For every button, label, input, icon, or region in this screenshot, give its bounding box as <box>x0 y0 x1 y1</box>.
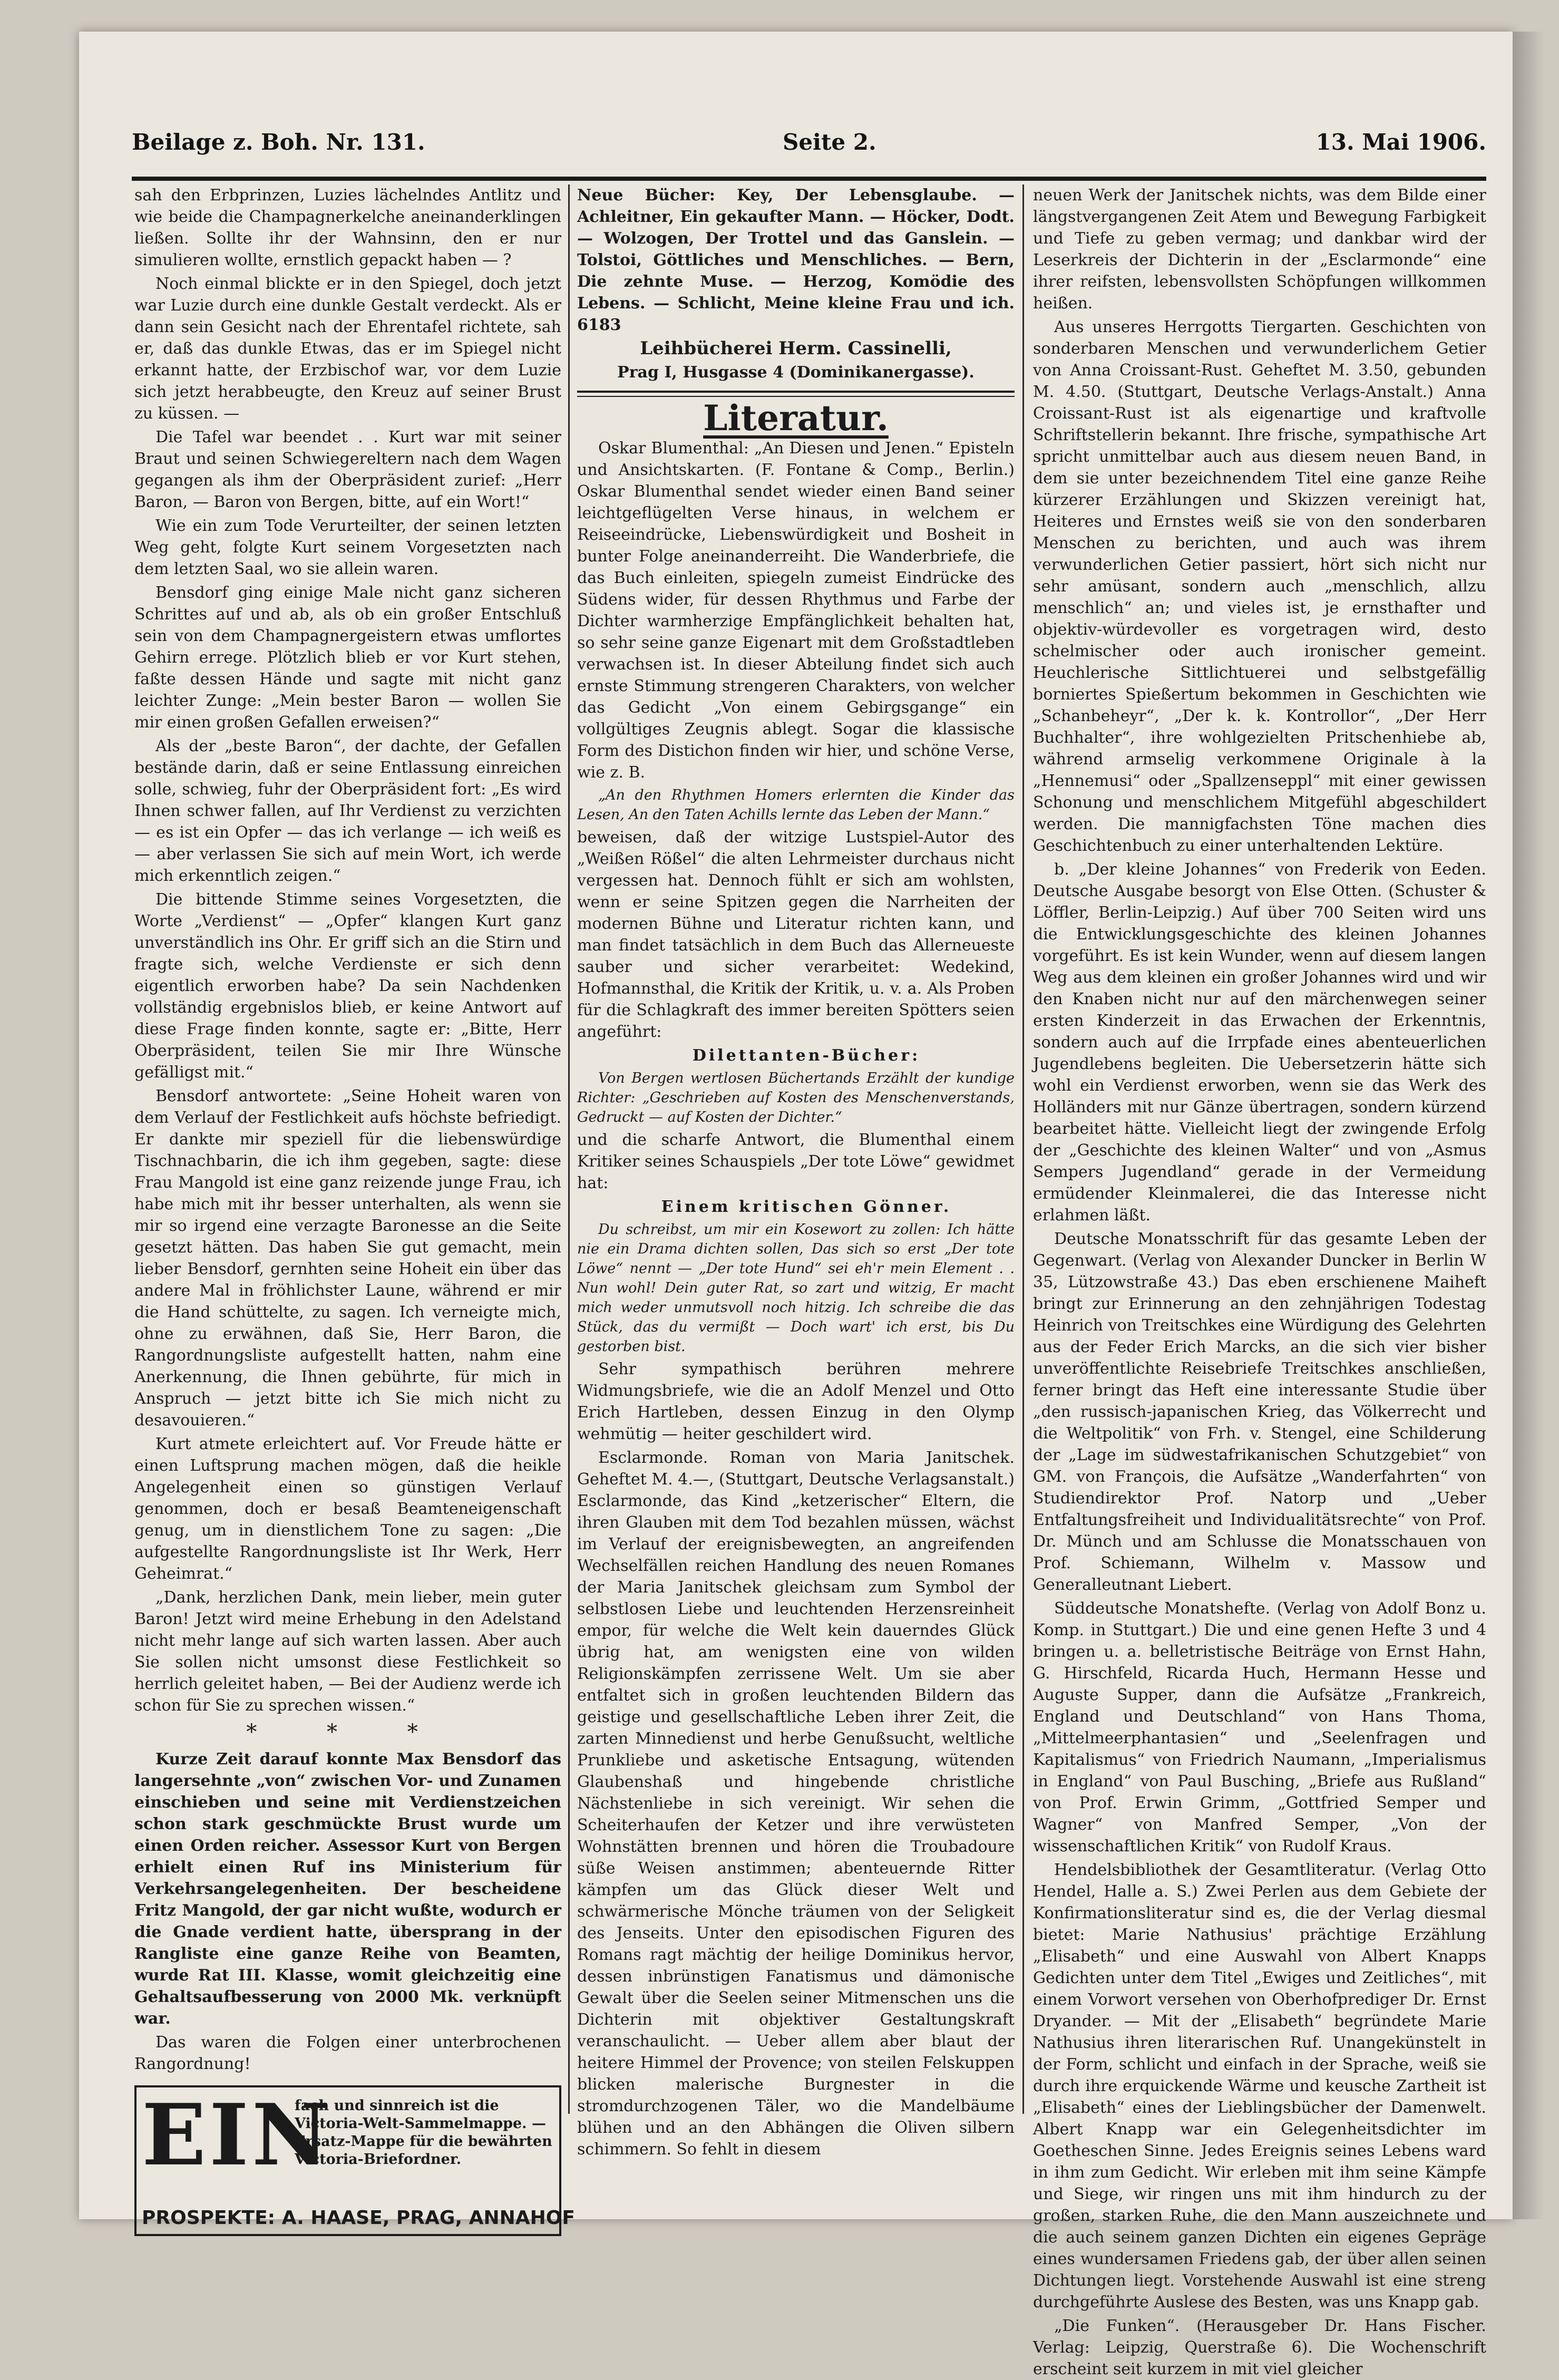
library-name: Leihbücherei Herm. Cassinelli, <box>640 338 952 359</box>
paragraph: Noch einmal blickte er in den Spiegel, doch jetzt war Luzie durch eine dunkle Gestalt verdeckt. Als er dann sein Gesicht nach der Ehrentafel richtete, sah er, daß das dunkle Etwas, das er im Spiegel nicht erkannt hatte, der Erzbischof war, vor dem Luzie sich jetzt herabbeugte, den Kreuz auf seiner Brust zu küssen. — <box>134 275 561 423</box>
header-center: Seite 2. <box>783 129 876 155</box>
section-title: Literatur. <box>703 397 889 439</box>
paragraph: beweisen, daß der witzige Lustspiel-Autor des „Weißen Rößel“ die alten Lehrmeister durchaus nicht vergessen hat. Dennoch fühlt er sich am wohlsten, wenn er seine Spitzen gegen die Narrheiten der modernen Bühne und Literatur richten kann, und man findet tatsächlich in dem Buch das Allerneueste sauber und sicher verarbeitet: Wedekind, Hofmannsthal, die Kritik der Kritik, u. v. a. Als Proben für die Schlagkraft des immer bereiten Spötters seien angeführt: <box>577 828 1015 1041</box>
paragraph: neuen Werk der Janitschek nichts, was dem Bilde einer längstvergangenen Zeit Atem und Bewegung Farbigkeit und Tiefe zu geben vermag; und dankbar wird der Leserkreis der Dichterin in der „Esclarmonde“ eine ihrer reifsten, lebensvollsten Schöpfungen willkommen heißen. <box>1033 186 1486 313</box>
verse-heading: Einem kritischen Gönner. <box>661 1198 952 1216</box>
paragraph: Süddeutsche Monatshefte. (Verlag von Adolf Bonz u. Komp. in Stuttgart.) Die und eine genen Hefte 3 und 4 bringen u. a. belletristische Beiträge von Ernst Hahn, G. Hirschfeld, Ricarda Huch, Hermann Hesse und Auguste Supper, dann die Aufsätze „Frankreich, England und Deutschland“ von Hans Thoma, „Mittelmeerphantasien“ und „Seelenfragen und Kapitalismus“ von Friedrich Naumann, „Imperialismus in England“ von Paul Busching, „Briefe aus Rußland“ von Prof. Erwin Grimm, „Gottfried Semper und Wagner“ von Manfred Semper, „Von der wissenschaftlichen Kritik“ von Rudolf Kraus. <box>1033 1599 1486 1856</box>
paragraph: Sehr sympathisch berühren mehrere Widmungsbriefe, wie die an Adolf Menzel und Otto Erich Hartleben, dessen Einzug in den Olymp wehmütig — heiter geschildert wird. <box>577 1360 1015 1443</box>
ad-text: fach und sinnreich ist die Victoria-Welt-Sammelmappe. — Ersatz-Mappe für die bewährten Victoria-Briefordner. <box>295 2097 552 2168</box>
paragraph: Wie ein zum Tode Verurteilter, der seinen letzten Weg geht, folgte Kurt seinem Vorgesetzten nach dem letzten Saal, wo sie allein waren. <box>134 517 561 578</box>
paragraph: Die Tafel war beendet . . Kurt war mit seiner Braut und seinen Schwiegereltern nach dem Wagen gegangen als ihm der Oberpräsident zurief: „Herr Baron, — Baron von Bergen, bitte, auf ein Wort!“ <box>134 428 561 511</box>
paragraph: Hendelsbibliothek der Gesamtliteratur. (Verlag Otto Hendel, Halle a. S.) Zwei Perlen aus dem Gebiete der Konfirmationsliteratur sind es, die der Verlag diesmal bietet: Marie Nathusius' prächtige Erzählung „Elisabeth“ und eine Auswahl von Albert Knapps Gedichten unter dem Titel „Ewiges und Zeitliches“, mit einem Vorwort versehen von Oberhofprediger Dr. Ernst Dryander. — Mit der „Elisabeth“ begründete Marie Nathusius ihren literarischen Ruf. Unangekünstelt in der Form, schlicht und einfach in der Sprache, weiß sie durch ihre erquickende Wärme und keusche Zartheit ist „Elisabeth“ eines der Lieblingsbücher der Damenwelt. Albert Knapp war ein Gelegenheitsdichter im Goetheschen Sinne. Jedes Ereignis seines Lebens ward in ihm zum Gedicht. Wir erleben mit ihm seine Kämpfe und Siege, wir ringen uns mit ihm hindurch zu der großen, starken Ruhe, die den Mann auszeichnete und die auch seinem ganzen Dichten ein eigenes Gepräge eines wundersamen Friedens gab, der über allen seinen Dichtungen liegt. Vorstehende Auswahl ist eine streng durchgeführte Auslese des Besten, was uns Knapp gab. <box>1033 1861 1486 2311</box>
page-header <box>132 129 1486 177</box>
header-rule <box>132 177 1486 181</box>
paragraph: Bensdorf antwortete: „Seine Hoheit waren von dem Verlauf der Festlichkeit aufs höchste befriedigt. Er dankte mir speziell für die liebenswürdige Tischnachbarin, die ich ihm gegeben, sagte: diese Frau Mangold ist eine ganz reizende junge Frau, ich habe mich mit ihr besser unterhalten, als wenn sie mir so irgend eine verzagte Baronesse an die Seite gesetzt hätten. Das haben Sie gut gemacht, mein lieber Bensdorf, gernhten seine Hoheit ein über das andere Mal in fröhlichster Laune, während er mir die Hand schüttelte, zu sagen. Ich verneigte mich, ohne zu erwähnen, daß Sie, Herr Baron, die Rangordnungsliste aufgestellt hatten, nahm eine Anerkennung, die Ihnen gebührte, für mich in Anspruch — jetzt bitte ich Sie mich nicht zu desavouieren.“ <box>134 1087 561 1430</box>
paragraph: sah den Erbprinzen, Luzies lächelndes Antlitz und wie beide die Champagnerkelche aneinanderklingen ließen. Sollte ihr der Wahnsinn, den er nur simulieren wollte, ernstlich gepackt haben — ? <box>134 186 561 269</box>
verse: Du schreibst, um mir ein Kosewort zu zollen: Ich hätte nie ein Drama dichten sollen, Das sich so erst „Der tote Löwe“ nennt — „Der tote Hund“ sei eh'r mein Element . . Nun wohl! Dein guter Rat, so zart und witzig, Er macht mich weder unmutsvoll noch hitzig. Ich schreibe die das Stück, das du vermißt — Doch wart' ich erst, bis Du gestorben bist. <box>577 1221 1015 1355</box>
paragraph: Die bittende Stimme seines Vorgesetzten, die Worte „Verdienst“ — „Opfer“ klangen Kurt ganz unverständlich ins Ohr. Er griff sich an die Stirn und fragte sich, welche Verdienste er sich denn eigentlich erworben habe? Da sein Nachdenken vollständig ergebnislos blieb, er keine Antwort auf diese Frage finden konnte, sagte er: „Bitte, Herr Oberpräsident, teilen Sie mir Ihre Wünsche gefälligst mit.“ <box>134 890 561 1082</box>
library-address: Prag I, Husgasse 4 (Dominikanergasse). <box>617 363 975 382</box>
books-advert: Neue Bücher: Key, Der Lebensglaube. — Achleitner, Ein gekaufter Mann. — Höcker, Dodt. — Wolzogen, Der Trottel und das Ganslein. — Tolstoi, Göttliches und Menschliches. — Bern, Die zehnte Muse. — Herzog, Komödie des Lebens. — Schlicht, Meine kleine Frau und ich. 6183 <box>577 186 1015 334</box>
verse: „An den Rhythmen Homers erlernten die Kinder das Lesen, An den Taten Achills lernte das Leben der Mann.“ <box>577 787 1015 823</box>
ad-headline: EIN <box>142 2085 333 2184</box>
column-divider-1 <box>568 184 570 2114</box>
column-1 <box>134 184 575 2229</box>
header-left: Beilage z. Boh. Nr. 131. <box>132 129 425 155</box>
paragraph: und die scharfe Antwort, die Blumenthal einem Kritiker seines Schauspiels „Der tote Löwe“ gewidmet hat: <box>577 1131 1015 1192</box>
paragraph: b. „Der kleine Johannes“ von Frederik von Eeden. Deutsche Ausgabe besorgt von Else Otten. (Schuster & Löffler, Berlin-Leipzig.) Auf über 700 Seiten wird uns die Entwicklungsgeschichte des kleinen Johannes vorgeführt. Es ist kein Wunder, wenn auf diesem langen Weg aus dem kleinen ein großer Johannes wird und wir den Knaben nicht nur auf den märchenwegen seiner ersten Kinderzeit in das Erwachen der Erkenntnis, sondern auch auf die Irrpfade eines abenteuerlichen Jugendlebens begleiten. Die Uebersetzerin hätte sich wohl ein Verdienst erworben, wenn sie das Werk des Holländers mit nur Gänze übertragen, sondern kürzend bearbeitet hätte. Vielleicht liegt der zwingende Erfolg der „Geschichte des kleinen Walter“ und von „Asmus Sempers Jugendland“ gerade in der Vermeidung ermüdender Kleinmalerei, die das Interesse nicht erlahmen läßt. <box>1033 860 1486 1225</box>
paragraph: „Die Funken“. (Herausgeber Dr. Hans Fischer. Verlag: Leipzig, Querstraße 6). Die Wochenschrift erscheint seit kurzem in mit viel gleicher <box>1033 2317 1486 2378</box>
paragraph: Deutsche Monatsschrift für das gesamte Leben der Gegenwart. (Verlag von Alexander Duncker in Berlin W 35, Lützowstraße 43.) Das eben erschienene Maiheft bringt zur Erinnerung an den zehnjährigen Todestag Heinrich von Treitschkes eine Würdigung des Gelehrten aus der Feder Erich Marcks, an die sich vier bisher unveröffentlichte Reisebriefe Treitschkes anschließen, ferner bringt das Heft eine interessante Studie über „den russisch-japanischen Krieg, das Völkerrecht und die Weltpolitik“ von Frh. v. Stengel, eine Schilderung der „Lage im südwestafrikanischen Schutzgebiet“ von GM. von François, die Aufsätze „Wanderfahrten“ von Studiendirektor Prof. Natorp und „Ueber Entfaltungsfreiheit und Individualitätsrechte“ von Prof. Dr. Münch und am Schlusse die Monatsschauen von Prof. Schiemann, Wilhelm v. Massow und Generalleutnant Liebert. <box>1033 1230 1486 1594</box>
paragraph: Kurze Zeit darauf konnte Max Bensdorf das langersehnte „von“ zwischen Vor- und Zunamen einschieben und seine mit Verdienstzeichen schon stark geschmückte Brust wurde um einen Orden reicher. Assessor Kurt von Bergen erhielt einen Ruf ins Ministerium für Verkehrsangelegenheiten. Der bescheidene Fritz Mangold, der gar nicht wußte, wodurch er die Gnade verdient hatte, übersprang in der Rangliste eine ganze Reihe von Beamten, wurde Rat III. Klasse, womit gleichzeitig eine Gehaltsaufbesserung von 2000 Mk. verknüpft war. <box>134 1750 561 2028</box>
section-rule <box>577 391 1015 397</box>
verse: Von Bergen wertlosen Büchertands Erzählt der kundige Richter: „Geschrieben auf Kosten des Menschenverstands, Gedruckt — auf Kosten der Dichter.“ <box>577 1070 1015 1125</box>
paragraph: Kurt atmete erleichtert auf. Vor Freude hätte er einen Luftsprung machen mögen, daß die heikle Angelegenheit einen so günstigen Verlauf genommen, doch er besaß Beamteneigenschaft genug, um in dienstlichem Tone zu sagen: „Die aufgestellte Rangordnungsliste ist Ihr Werk, Herr Geheimrat.“ <box>134 1435 561 1583</box>
paragraph: Esclarmonde. Roman von Maria Janitschek. Geheftet M. 4.—, (Stuttgart, Deutsche Verlagsanstalt.) Esclarmonde, das Kind „ketzerischer“ Eltern, die ihren Glauben mit dem Tod bezahlen müssen, wächst im Verlauf der ereignisbewegten, an angreifenden Wechselfällen reichen Handlung des neuen Romanes der Maria Janitschek gleichsam zum Symbol der selbstlosen Liebe und leuchtenden Herzensreinheit empor, für welche die Welt kein dauerndes Glück übrig hat, am wenigsten eine von wilden Religionskämpfen zerrissene Welt. Um sie aber entfaltet sich in großen leuchtenden Bildern das geistige und gesellschaftliche Leben ihrer Zeit, die zarten Minnedienst und herbe Genußsucht, weltliche Prunkliebe und asketische Entsagung, wütenden Glaubenshaß und hingebende christliche Nächstenliebe in sich vereinigt. Wir sehen die Scheiterhaufen der Ketzer und ihre verwüsteten Wohnstätten brennen und hören die Troubadoure süße Weisen anstimmen; abenteuernde Ritter kämpfen um das Glück dieser Welt und schwärmerische Mönche träumen von der Seligkeit des Jenseits. Unter den episodischen Figuren des Romans ragt mächtig der heilige Dominikus hervor, dessen inbrünstigen Fanatismus und dämonische Gewalt über die Seelen seiner Mitmenschen uns die Dichterin mit objektiver Gestaltungskraft veranschaulicht. — Ueber allem aber blaut der heitere Himmel der Provence; von steilen Felskuppen blicken malerische Burgnester in die stromdurchzogenen Täler, wo die Mandelbäume blühen und an den Abhängen die Oliven silbern schimmern. So fehlt in diesem <box>577 1449 1015 2159</box>
paragraph: Das waren die Folgen einer unterbrochenen Rangordnung! <box>134 2033 561 2073</box>
verse-heading: Dilettanten-Bücher: <box>692 1046 921 1065</box>
paragraph: Bensdorf ging einige Male nicht ganz sicheren Schrittes auf und ab, als ob ein großer Entschluß sein von dem Champagnergeistern etwas umflortes Gehirn errege. Plötzlich blieb er vor Kurt stehen, faßte dessen Hände und sagte mit nicht ganz leichter Zunge: „Mein bester Baron — wollen Sie mir einen großen Gefallen erweisen?“ <box>134 584 561 732</box>
section-separator: * * * <box>246 1720 450 1744</box>
ad-footer: PROSPEKTE: A. HAASE, PRAG, ANNAHOF <box>142 2207 575 2229</box>
paragraph: Als der „beste Baron“, der dachte, der Gefallen bestände darin, daß er seine Entlassung einreichen solle, schwieg, fuhr der Oberpräsident fort: „Es wird Ihnen schwer fallen, auf Ihr Verdienst zu verzichten — es ist ein Opfer — das ich verlange — ich weiß es — aber verlassen Sie sich auf mein Wort, ich werde mich erkenntlich zeigen.“ <box>134 737 561 885</box>
column-divider-2 <box>1022 184 1024 2114</box>
paragraph: Aus unseres Herrgotts Tiergarten. Geschichten von sonderbaren Menschen und verwunderlichem Getier von Anna Croissant-Rust. Geheftet M. 3.50, gebunden M. 4.50. (Stuttgart, Deutsche Verlags-Anstalt.) Anna Croissant-Rust ist als eigenartige und kraftvolle Schriftstellerin bekannt. Ihre frische, sympathische Art spricht unmittelbar auch aus diesem neuen Band, in dem sie unter bezeichnendem Titel eine ganze Reihe kürzerer Erzählungen und Skizzen vereinigt hat, Heiteres und Ernstes weiß sie von den sonderbaren Menschen zu berichten, und auch was ihrem verwunderlichen Getier passiert, hört sich nicht nur sehr amüsant, sondern auch „menschlich, allzu menschlich“ an; und vieles ist, je ernsthafter und objektiv-würdevoller es vorgetragen wird, desto schelmischer oder auch ironischer gemeint. Heuchlerische Sittlichtuerei und selbstgefällig borniertes Spießertum bekommen in Geschichten wie „Schanbeheyr“, „Der k. k. Kontrollor“, „Der Herr Buchhalter“, ihre wohlgezielten Pritschenhiebe ab, während armselig verkommene Originale à la „Hennemusi“ oder „Spallzenseppl“ mit einer gewissen Schonung und menschlichem Mitgefühl abgeschildert werden. Die mannigfachsten Töne machen dies Geschichtenbuch zu einer unterhaltenden Lektüre. <box>1033 318 1486 855</box>
paragraph: Oskar Blumenthal: „An Diesen und Jenen.“ Episteln und Ansichtskarten. (F. Fontane & Comp., Berlin.) Oskar Blumenthal sendet wieder einen Band seiner leichtgeflügelten Verse hinaus, in welchem er Reiseeindrücke, Liebenswürdigkeit und Bosheit in bunter Folge aneinanderreiht. Die Wanderbriefe, die das Buch einleiten, spiegeln zumeist Eindrücke des Südens wider, für dessen Rhythmus und Farbe der Dichter warmherzige Empfänglichkeit behalten hat, so sehr seine ganze Eigenart mit dem Großstadtleben verwachsen ist. In dieser Abteilung findet sich auch ernste Stimmung strengeren Charakters, von welcher das Gedicht „Von einem Gebirgsgange“ ein vollgültiges Zeugnis ablegt. Sogar die klassische Form des Distichon finden wir hier, und schöne Verse, wie z. B. <box>577 439 1015 782</box>
advertisement <box>134 2085 575 2236</box>
paragraph: „Dank, herzlichen Dank, mein lieber, mein guter Baron! Jetzt wird meine Erhebung in den Adelstand nicht mehr lange auf sich warten lassen. Aber auch Sie sollen nicht umsonst diese Festlichkeit so herrlich geleitet haben, — Bei der Audienz werde ich schon für Sie zu sprechen wissen.“ <box>134 1588 561 1715</box>
page-edge-shadow <box>1513 32 1544 2219</box>
column-2 <box>577 184 1015 2159</box>
header-right: 13. Mai 1906. <box>1316 129 1486 155</box>
column-3 <box>1033 184 1486 2378</box>
